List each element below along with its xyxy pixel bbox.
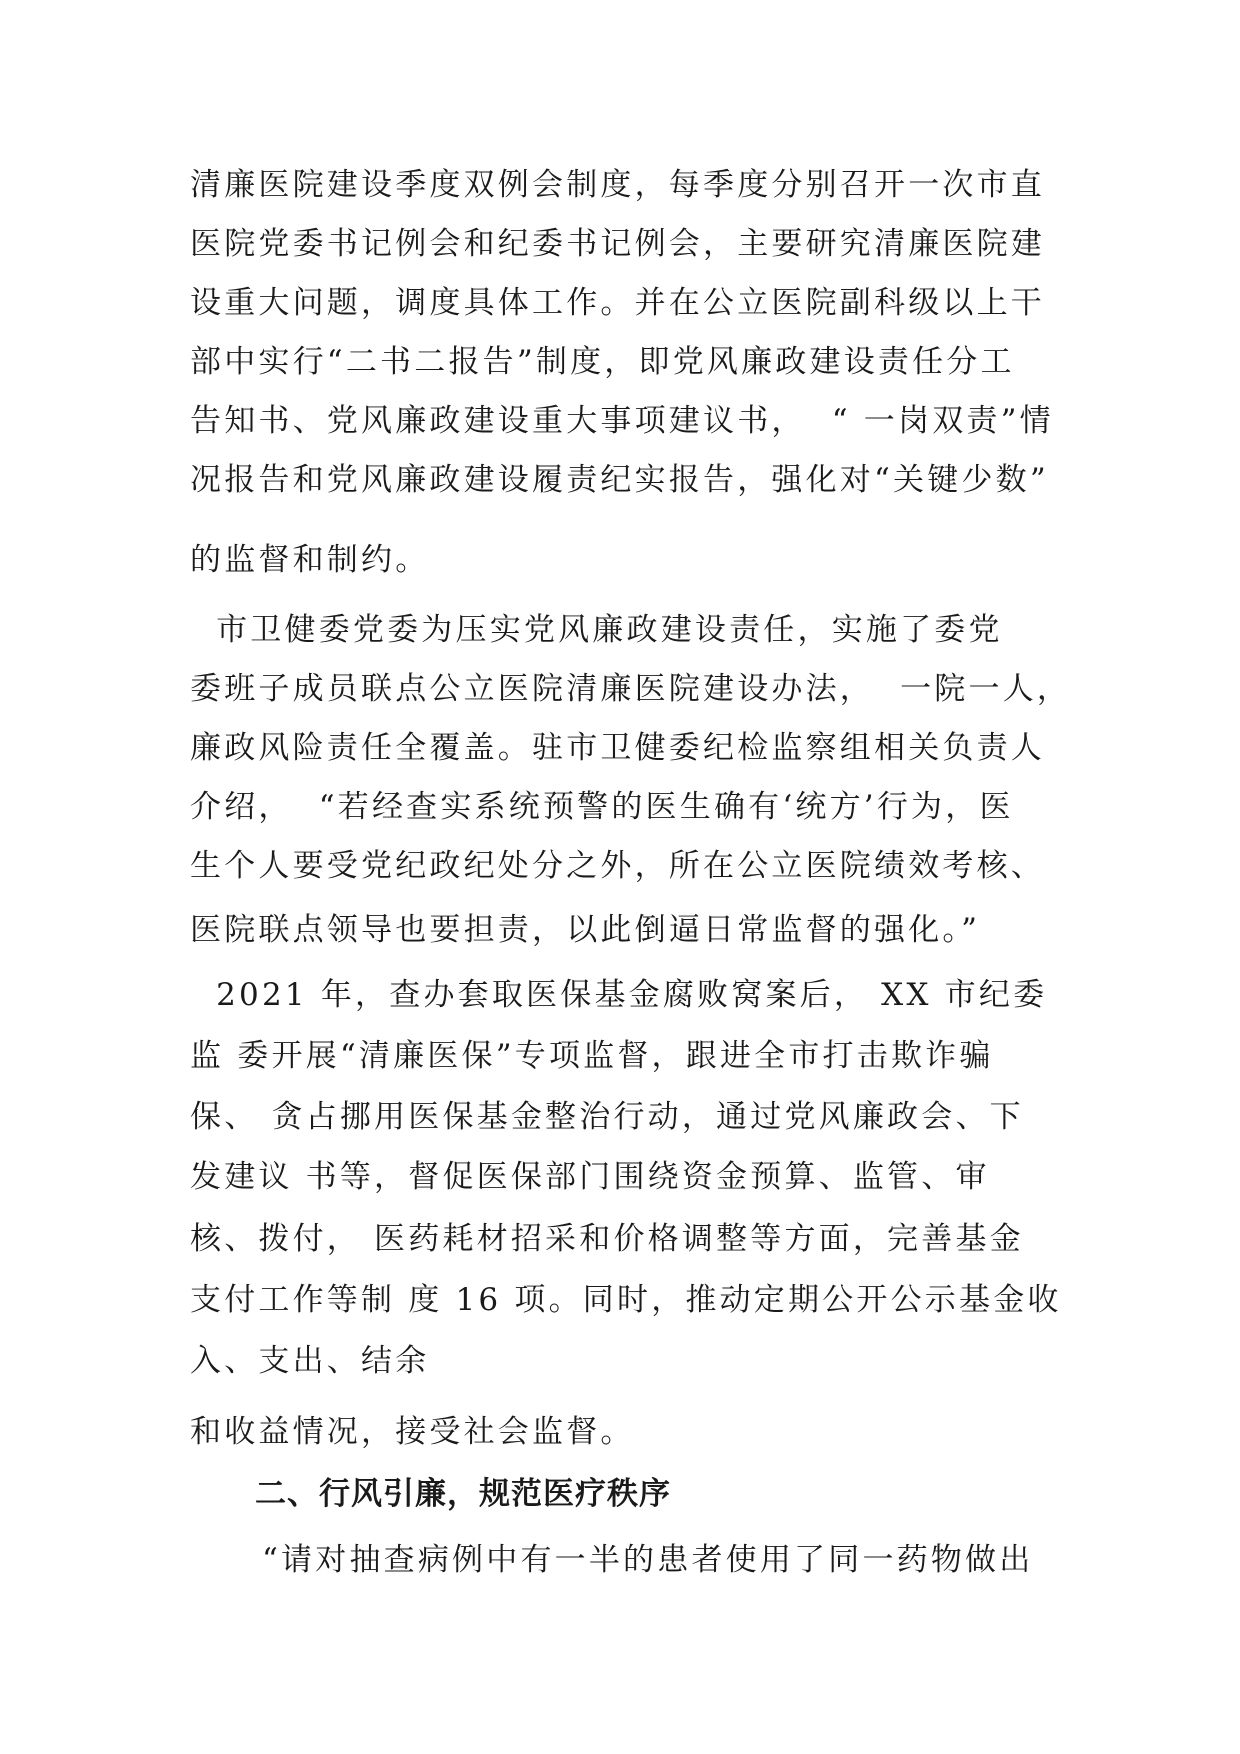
text-line: 介绍， “若经查实系统预警的医生确有‘统方’行为，医 [190,789,1014,825]
text-line: 发建议 书等，督促医保部门围绕资金预算、监管、审 [190,1159,990,1195]
text-line: 市卫健委党委为压实党风廉政建设责任，实施了委党 [190,612,1003,648]
text-line: 的监督和制约。 [190,542,430,578]
text-line: “请对抽查病例中有一半的患者使用了同一药物做出 [262,1542,1034,1578]
text-line: 告知书、党风廉政建设重大事项建议书， “ 一岗双责”情 [190,403,1054,439]
text-line: 医院党委书记例会和纪委书记例会，主要研究清廉医院建 [190,226,1045,262]
text-line: 部中实行“二书二报告”制度，即党风廉政建设责任分工 [190,344,1015,380]
text-line: 支付工作等制 度 16 项。同时，推动定期公开公示基金收 [190,1282,1062,1318]
text-line: 委班子成员联点公立医院清廉医院建设办法， 一院一人， [190,671,1072,707]
text-line: 2021 年，查办套取医保基金腐败窝案后， XX 市纪委 [190,977,1048,1013]
text-line: 核、拨付， 医药耗材招采和价格调整等方面，完善基金 [190,1221,1024,1257]
text-line: 入、支出、结余 [190,1343,430,1379]
text-line: 监 委开展“清廉医保”专项监督，跟进全市打击欺诈骗 [190,1038,994,1074]
text-line: 设重大问题，调度具体工作。并在公立医院副科级以上干 [190,285,1045,321]
section-heading: 二、行风引廉，规范医疗秩序 [255,1476,671,1512]
text-line: 生个人要受党纪政纪处分之外，所在公立医院绩效考核、 [190,848,1045,884]
text-line: 清廉医院建设季度双例会制度，每季度分别召开一次市直 [190,167,1045,203]
text-line: 廉政风险责任全覆盖。驻市卫健委纪检监察组相关负责人 [190,730,1045,766]
text-line: 保、 贪占挪用医保基金整治行动，通过党风廉政会、下 [190,1099,1024,1135]
text-line: 和收益情况，接受社会监督。 [190,1414,635,1450]
text-line: 况报告和党风廉政建设履责纪实报告，强化对“关键少数” [190,462,1049,498]
text-line: 医院联点领导也要担责，以此倒逼日常监督的强化。” [190,912,981,948]
